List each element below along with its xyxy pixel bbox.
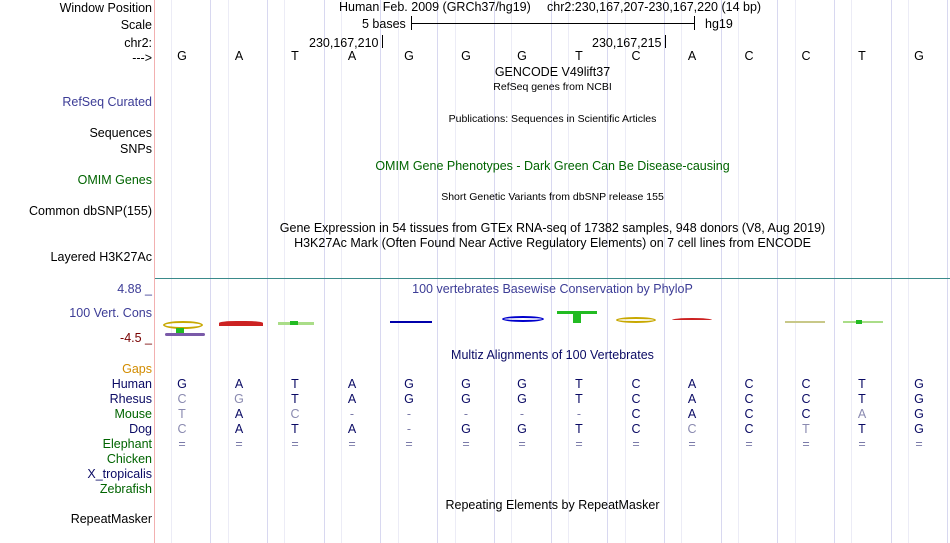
alignment-base: -	[406, 407, 412, 421]
sequence-base: C	[744, 49, 754, 63]
sequence-base: G	[517, 49, 527, 63]
snps-label[interactable]: SNPs	[120, 142, 152, 156]
alignment-base: A	[687, 377, 697, 391]
sequence-base: T	[858, 49, 866, 63]
alignment-base: T	[858, 422, 866, 436]
alignment-base: C	[801, 407, 811, 421]
alignment-base: G	[404, 377, 414, 391]
repeat-label[interactable]: RepeatMasker	[70, 512, 152, 526]
species-label-dog[interactable]: Dog	[129, 422, 152, 436]
gaps-label: Gaps	[122, 362, 152, 376]
alignment-base: G	[234, 392, 244, 406]
alignment-base: C	[744, 377, 754, 391]
window-position-label: Window Position	[59, 1, 152, 15]
sequence-base: T	[291, 49, 299, 63]
alignment-base: T	[291, 392, 299, 406]
alignment-base: -	[519, 407, 525, 421]
alignment-base: =	[745, 437, 753, 451]
alignment-base: -	[349, 407, 355, 421]
alignment-base: T	[858, 377, 866, 391]
species-label-elephant[interactable]: Elephant	[102, 437, 152, 451]
sequence-base: G	[914, 49, 924, 63]
alignment-base: A	[347, 392, 357, 406]
alignment-base: =	[575, 437, 583, 451]
alignment-base: -	[576, 407, 582, 421]
alignment-base: C	[744, 407, 754, 421]
sequence-base: G	[404, 49, 414, 63]
species-label-human[interactable]: Human	[111, 377, 152, 391]
sequence-base: G	[461, 49, 471, 63]
omim-label[interactable]: OMIM Genes	[77, 173, 152, 187]
repeat-track-title[interactable]: Repeating Elements by RepeatMasker	[445, 498, 660, 512]
alignment-base: -	[463, 407, 469, 421]
position-tick-label-1: 230,167,210	[309, 36, 379, 50]
alignment-base: T	[178, 407, 186, 421]
alignment-base: A	[857, 407, 867, 421]
alignment-base: C	[744, 392, 754, 406]
sequence-base: A	[687, 49, 697, 63]
conservation-label[interactable]: 100 Vert. Cons	[69, 306, 152, 320]
sequence-base: A	[347, 49, 357, 63]
alignment-base: =	[688, 437, 696, 451]
sequence-base: G	[177, 49, 187, 63]
conservation-min-label: -4.5 _	[120, 331, 152, 345]
alignment-base: G	[914, 377, 924, 391]
species-label-rhesus[interactable]: Rhesus	[109, 392, 152, 406]
alignment-base: T	[291, 422, 299, 436]
refseq-track-title[interactable]: RefSeq genes from NCBI	[493, 81, 612, 93]
species-label-mouse[interactable]: Mouse	[114, 407, 152, 421]
db-text: hg19	[705, 17, 733, 31]
alignment-base: G	[517, 392, 527, 406]
alignment-base: G	[914, 392, 924, 406]
chrom-label: chr2:	[124, 36, 152, 50]
alignment-base: G	[404, 392, 414, 406]
alignment-base: C	[687, 422, 697, 436]
alignment-base: T	[802, 422, 810, 436]
sequence-base: C	[631, 49, 641, 63]
alignment-base: C	[631, 392, 641, 406]
alignment-base: C	[177, 392, 187, 406]
conservation-max-label: 4.88 _	[117, 282, 152, 296]
sequences-label[interactable]: Sequences	[89, 126, 152, 140]
alignment-base: -	[406, 422, 412, 436]
species-label-x-tropicalis[interactable]: X_tropicalis	[87, 467, 152, 481]
multiz-track-title[interactable]: Multiz Alignments of 100 Vertebrates	[451, 348, 654, 362]
alignment-base: T	[575, 422, 583, 436]
sequence-base: C	[801, 49, 811, 63]
alignment-base: =	[518, 437, 526, 451]
refseq-label[interactable]: RefSeq Curated	[62, 95, 152, 109]
alignment-base: G	[177, 377, 187, 391]
alignment-base: =	[348, 437, 356, 451]
alignment-base: A	[347, 377, 357, 391]
dbsnp-label[interactable]: Common dbSNP(155)	[29, 204, 152, 218]
alignment-base: C	[744, 422, 754, 436]
alignment-base: C	[801, 392, 811, 406]
alignment-base: C	[177, 422, 187, 436]
gencode-track-title[interactable]: GENCODE V49lift37	[494, 65, 611, 79]
alignment-base: A	[234, 422, 244, 436]
alignment-base: =	[858, 437, 866, 451]
alignment-base: G	[914, 422, 924, 436]
sequence-base: T	[575, 49, 583, 63]
scale-label: Scale	[120, 18, 152, 32]
alignment-base: G	[461, 377, 471, 391]
alignment-base: G	[914, 407, 924, 421]
alignment-base: A	[347, 422, 357, 436]
alignment-base: G	[517, 377, 527, 391]
alignment-base: G	[461, 422, 471, 436]
alignment-base: =	[178, 437, 186, 451]
position-tick-label-2: 230,167,215	[592, 36, 662, 50]
alignment-base: C	[631, 422, 641, 436]
alignment-base: =	[405, 437, 413, 451]
publications-track-title[interactable]: Publications: Sequences in Scientific Articles	[448, 113, 657, 125]
sequence-base: A	[234, 49, 244, 63]
scale-text: 5 bases	[362, 17, 406, 31]
alignment-base: A	[234, 377, 244, 391]
alignment-base: A	[687, 407, 697, 421]
alignment-base: T	[858, 392, 866, 406]
alignment-base: A	[234, 407, 244, 421]
strand-label: --->	[132, 51, 152, 65]
alignment-base: =	[915, 437, 923, 451]
alignment-base: C	[801, 377, 811, 391]
alignment-base: C	[290, 407, 300, 421]
alignment-base: T	[575, 377, 583, 391]
alignment-base: G	[461, 392, 471, 406]
conservation-track-title[interactable]: 100 vertebrates Basewise Conservation by PhyloP	[412, 282, 693, 296]
h3k27ac-track-title[interactable]: H3K27Ac Mark (Often Found Near Active Regulatory Elements) on 7 cell lines from ENCODE	[294, 236, 811, 250]
alignment-base: =	[462, 437, 470, 451]
h3k27ac-label[interactable]: Layered H3K27Ac	[50, 250, 152, 264]
alignment-base: T	[291, 377, 299, 391]
alignment-base: =	[235, 437, 243, 451]
alignment-base: T	[575, 392, 583, 406]
species-label-chicken[interactable]: Chicken	[106, 452, 152, 466]
position-text: chr2:230,167,207-230,167,220 (14 bp)	[547, 0, 762, 14]
alignment-base: C	[631, 377, 641, 391]
alignment-base: C	[631, 407, 641, 421]
dbsnp-track-title[interactable]: Short Genetic Variants from dbSNP release 155	[441, 191, 664, 203]
species-label-zebrafish[interactable]: Zebrafish	[99, 482, 152, 496]
alignment-base: =	[632, 437, 640, 451]
alignment-base: A	[687, 392, 697, 406]
omim-track-title[interactable]: OMIM Gene Phenotypes - Dark Green Can Be Disease-causing	[375, 159, 730, 173]
alignment-base: G	[517, 422, 527, 436]
gtex-track-title[interactable]: Gene Expression in 54 tissues from GTEx RNA-seq of 17382 samples, 948 donors (V8, Aug 2019)	[279, 221, 826, 235]
alignment-base: =	[802, 437, 810, 451]
alignment-base: =	[291, 437, 299, 451]
assembly-text: Human Feb. 2009 (GRCh37/hg19)	[339, 0, 531, 14]
